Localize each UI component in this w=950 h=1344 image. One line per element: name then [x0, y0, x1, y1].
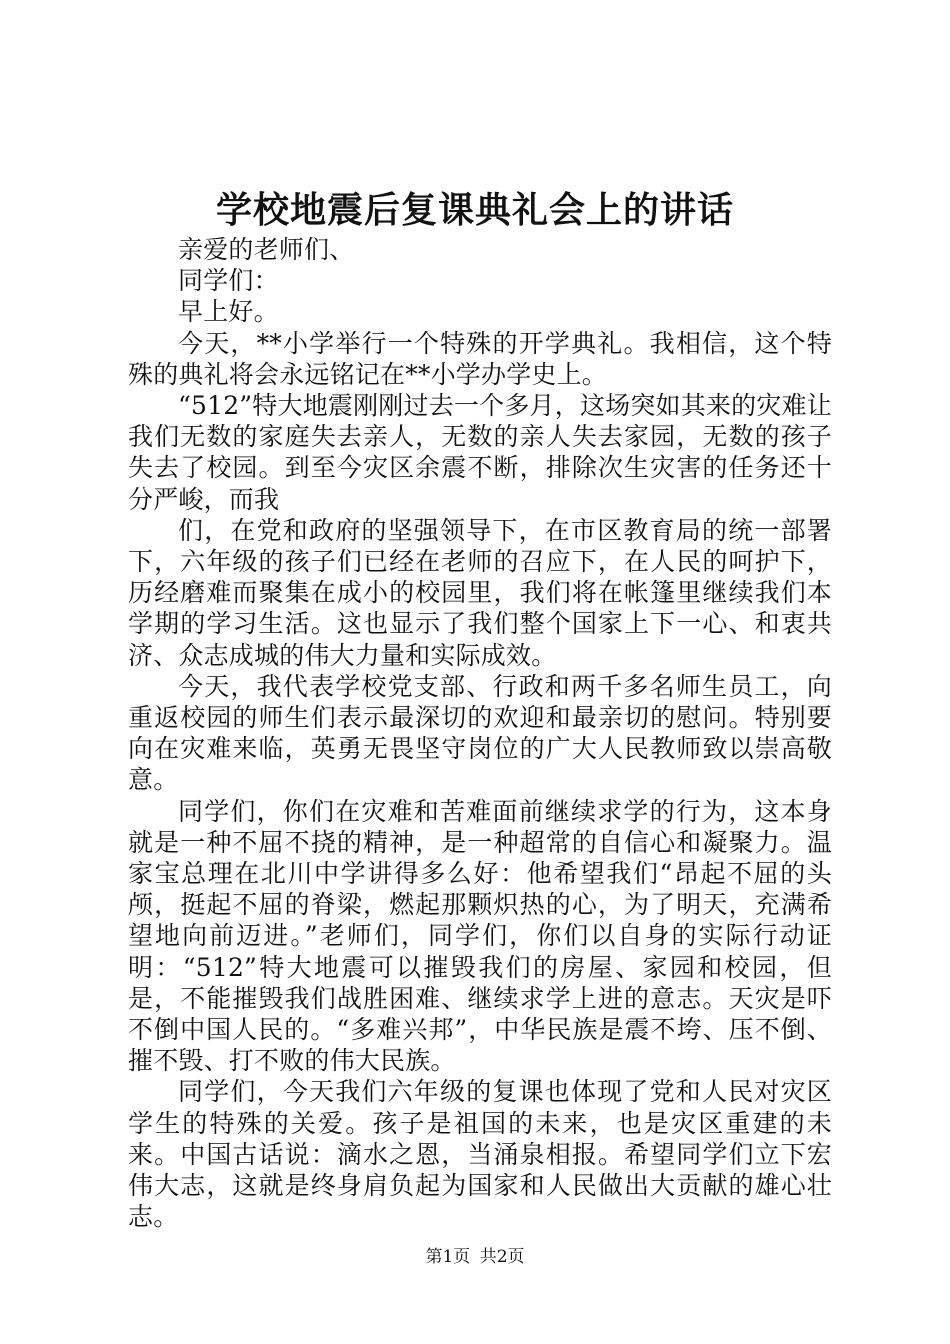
salutation-teachers: 亲爱的老师们、 — [178, 235, 355, 264]
paragraph: 同学们，你们在灾难和苦难面前继续求学的行为，这本身就是一种不屈不挠的精神，是一种超常的自信心和凝聚力。温家宝总理在北川中学讲得多么好：他希望我们“昂起不屈的头颅，挺起不屈的脊梁，燃起那颗炽热的心，为了明天，充满希望地向前迈进。”老师们，同学们，你们以自身的实际行动证明：“512”特大地震可以摧毁我们的房屋、家园和校园，但是，不能摧毁我们战胜困难、继续求学上进的意志。天灾是吓不倒中国人民的。“多难兴邦”，中华民族是震不垮、压不倒、摧不毁、打不败的伟大民族。 — [128, 796, 832, 1076]
greeting: 早上好。 — [178, 297, 279, 327]
paragraph: 今天，**小学举行一个特殊的开学典礼。我相信，这个特殊的典礼将会永远铭记在**小学办学史上。 — [128, 328, 832, 389]
paragraph: “512”特大地震刚刚过去一个多月，这场突如其来的灾难让我们无数的家庭失去亲人，无数的亲人失去家园，无数的孩子失去了校园。到至今灾区余震不断，排除次生灾害的任务还十分严峻，而我 — [128, 391, 832, 514]
paragraph: 今天，我代表学校党支部、行政和两千多名师生员工，向重返校园的师生们表示最深切的欢迎和最亲切的慰问。特别要向在灾难来临，英勇无畏坚守岗位的广大人民教师致以崇高敬意。 — [128, 671, 832, 795]
paragraph: 们，在党和政府的坚强领导下，在市区教育局的统一部署下，六年级的孩子们已经在老师的召应下，在人民的呵护下，历经磨难而聚集在成小的校园里，我们将在帐篷里继续我们本学期的学习生活。这也显示了我们整个国家上下一心、和衷共济、众志成城的伟大力量和实际成效。 — [128, 515, 832, 670]
page-number-current: 第1页 — [425, 1247, 471, 1267]
document-title: 学校地震后复课典礼会上的讲话 — [215, 189, 734, 231]
document-body — [128, 234, 832, 1233]
salutation-students: 同学们： — [178, 266, 279, 296]
page-footer — [0, 1246, 950, 1268]
paragraph: 同学们，今天我们六年级的复课也体现了党和人民对灾区学生的特殊的关爱。孩子是祖国的未来，也是灾区重建的未来。中国古话说：滴水之恩，当涌泉相报。希望同学们立下宏伟大志，这就是终身肩负起为国家和人民做出大贡献的雄心壮志。 — [128, 1077, 832, 1232]
page-number-total: 共2页 — [479, 1247, 525, 1267]
